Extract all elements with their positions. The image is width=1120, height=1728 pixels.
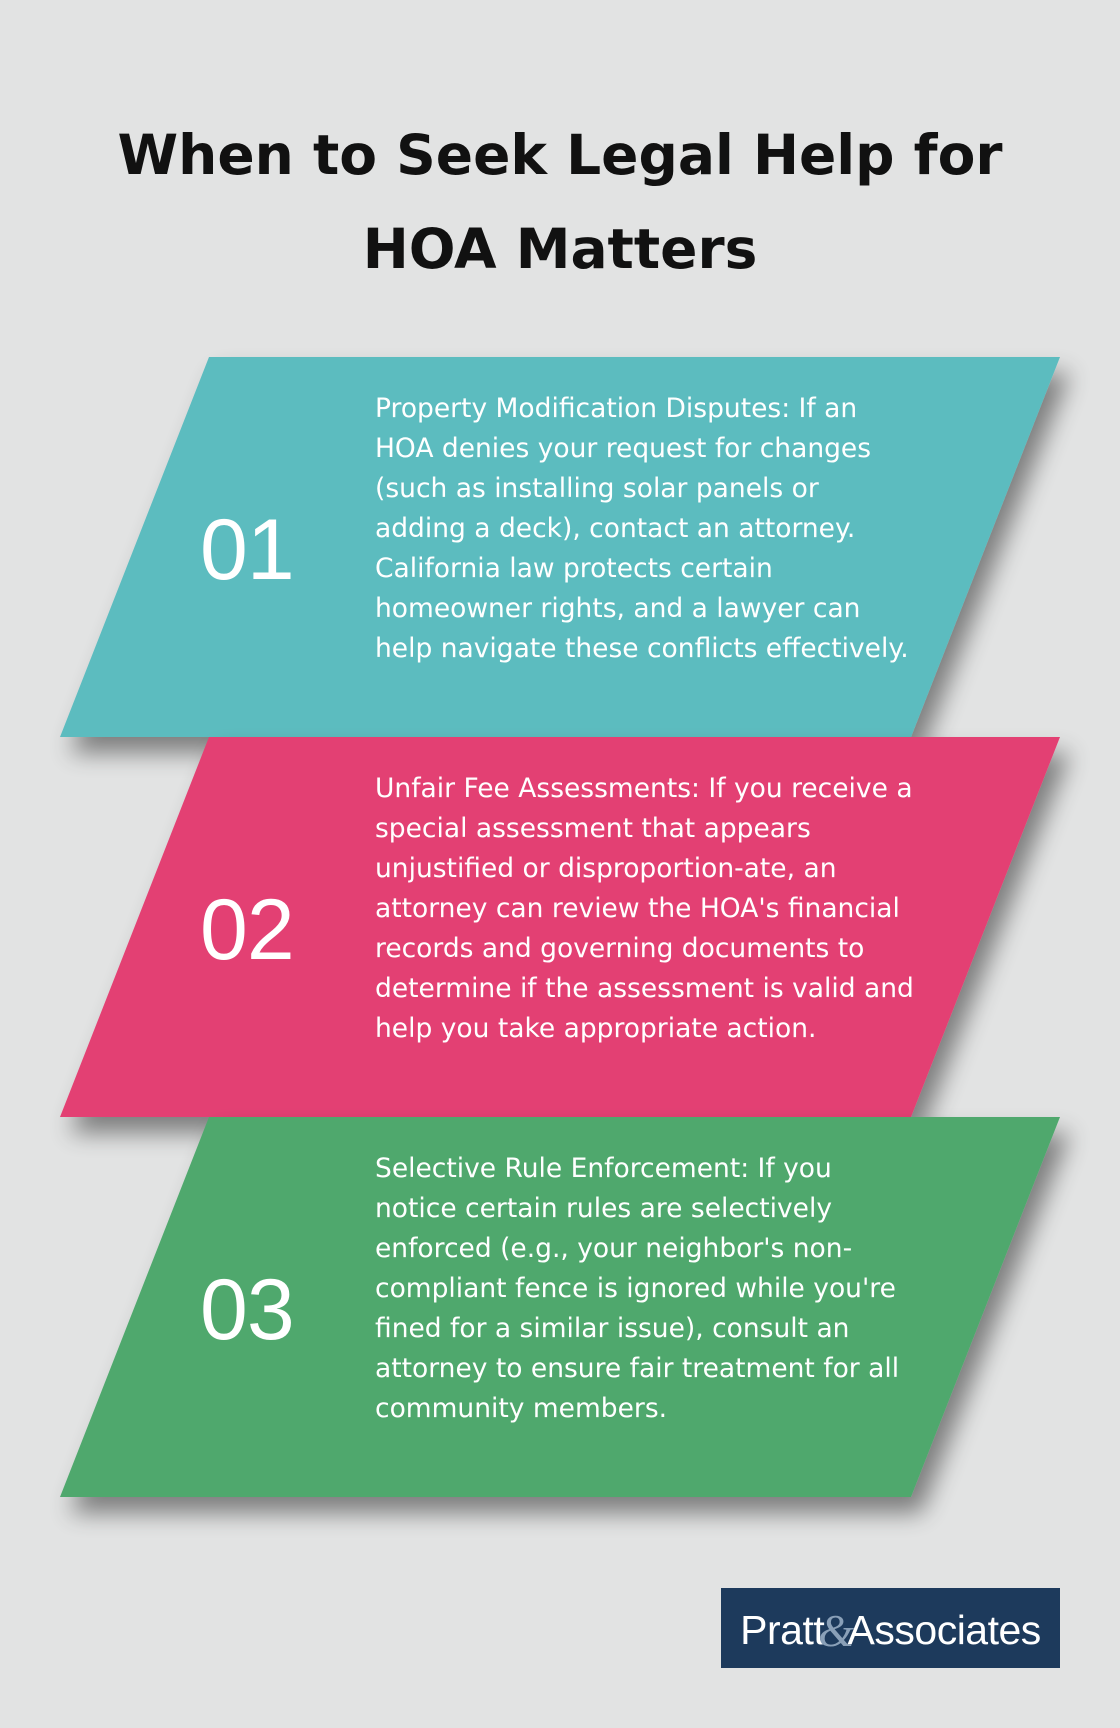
step-number: 01: [200, 502, 294, 598]
step-text: Unfair Fee Assessments: If you receive a special assessment that appears unjustified or disproportion-ate, an attorney can review the HOA's financial records and governing documents to determine if the assessment is valid and help you take appropriate action.: [375, 773, 914, 1044]
step-text: Property Modification Disputes: If an HOA denies your request for changes (such as installing solar panels or adding a deck), contact an attorney. California law protects certain homeowner rights, and a lawyer can help navigate these conflicts effectively.: [375, 393, 909, 664]
logo-part-1: Pratt: [740, 1606, 825, 1653]
logo-ampersand: &: [818, 1604, 854, 1656]
page-title: When to Seek Legal Help for HOA Matters: [117, 123, 1003, 281]
logo-text: [740, 1602, 1041, 1655]
step-number: 03: [200, 1262, 294, 1358]
step-text: Selective Rule Enforcement: If you notice certain rules are selectively enforced (e.g., your neighbor's non-compliant fence is ignored while you're fined for a similar issue), consult an attorney to ensure fair treatment for all community members.: [375, 1153, 900, 1424]
step-number: 02: [200, 882, 294, 978]
company-logo: [721, 1588, 1060, 1668]
logo-part-2: Associates: [847, 1606, 1041, 1653]
